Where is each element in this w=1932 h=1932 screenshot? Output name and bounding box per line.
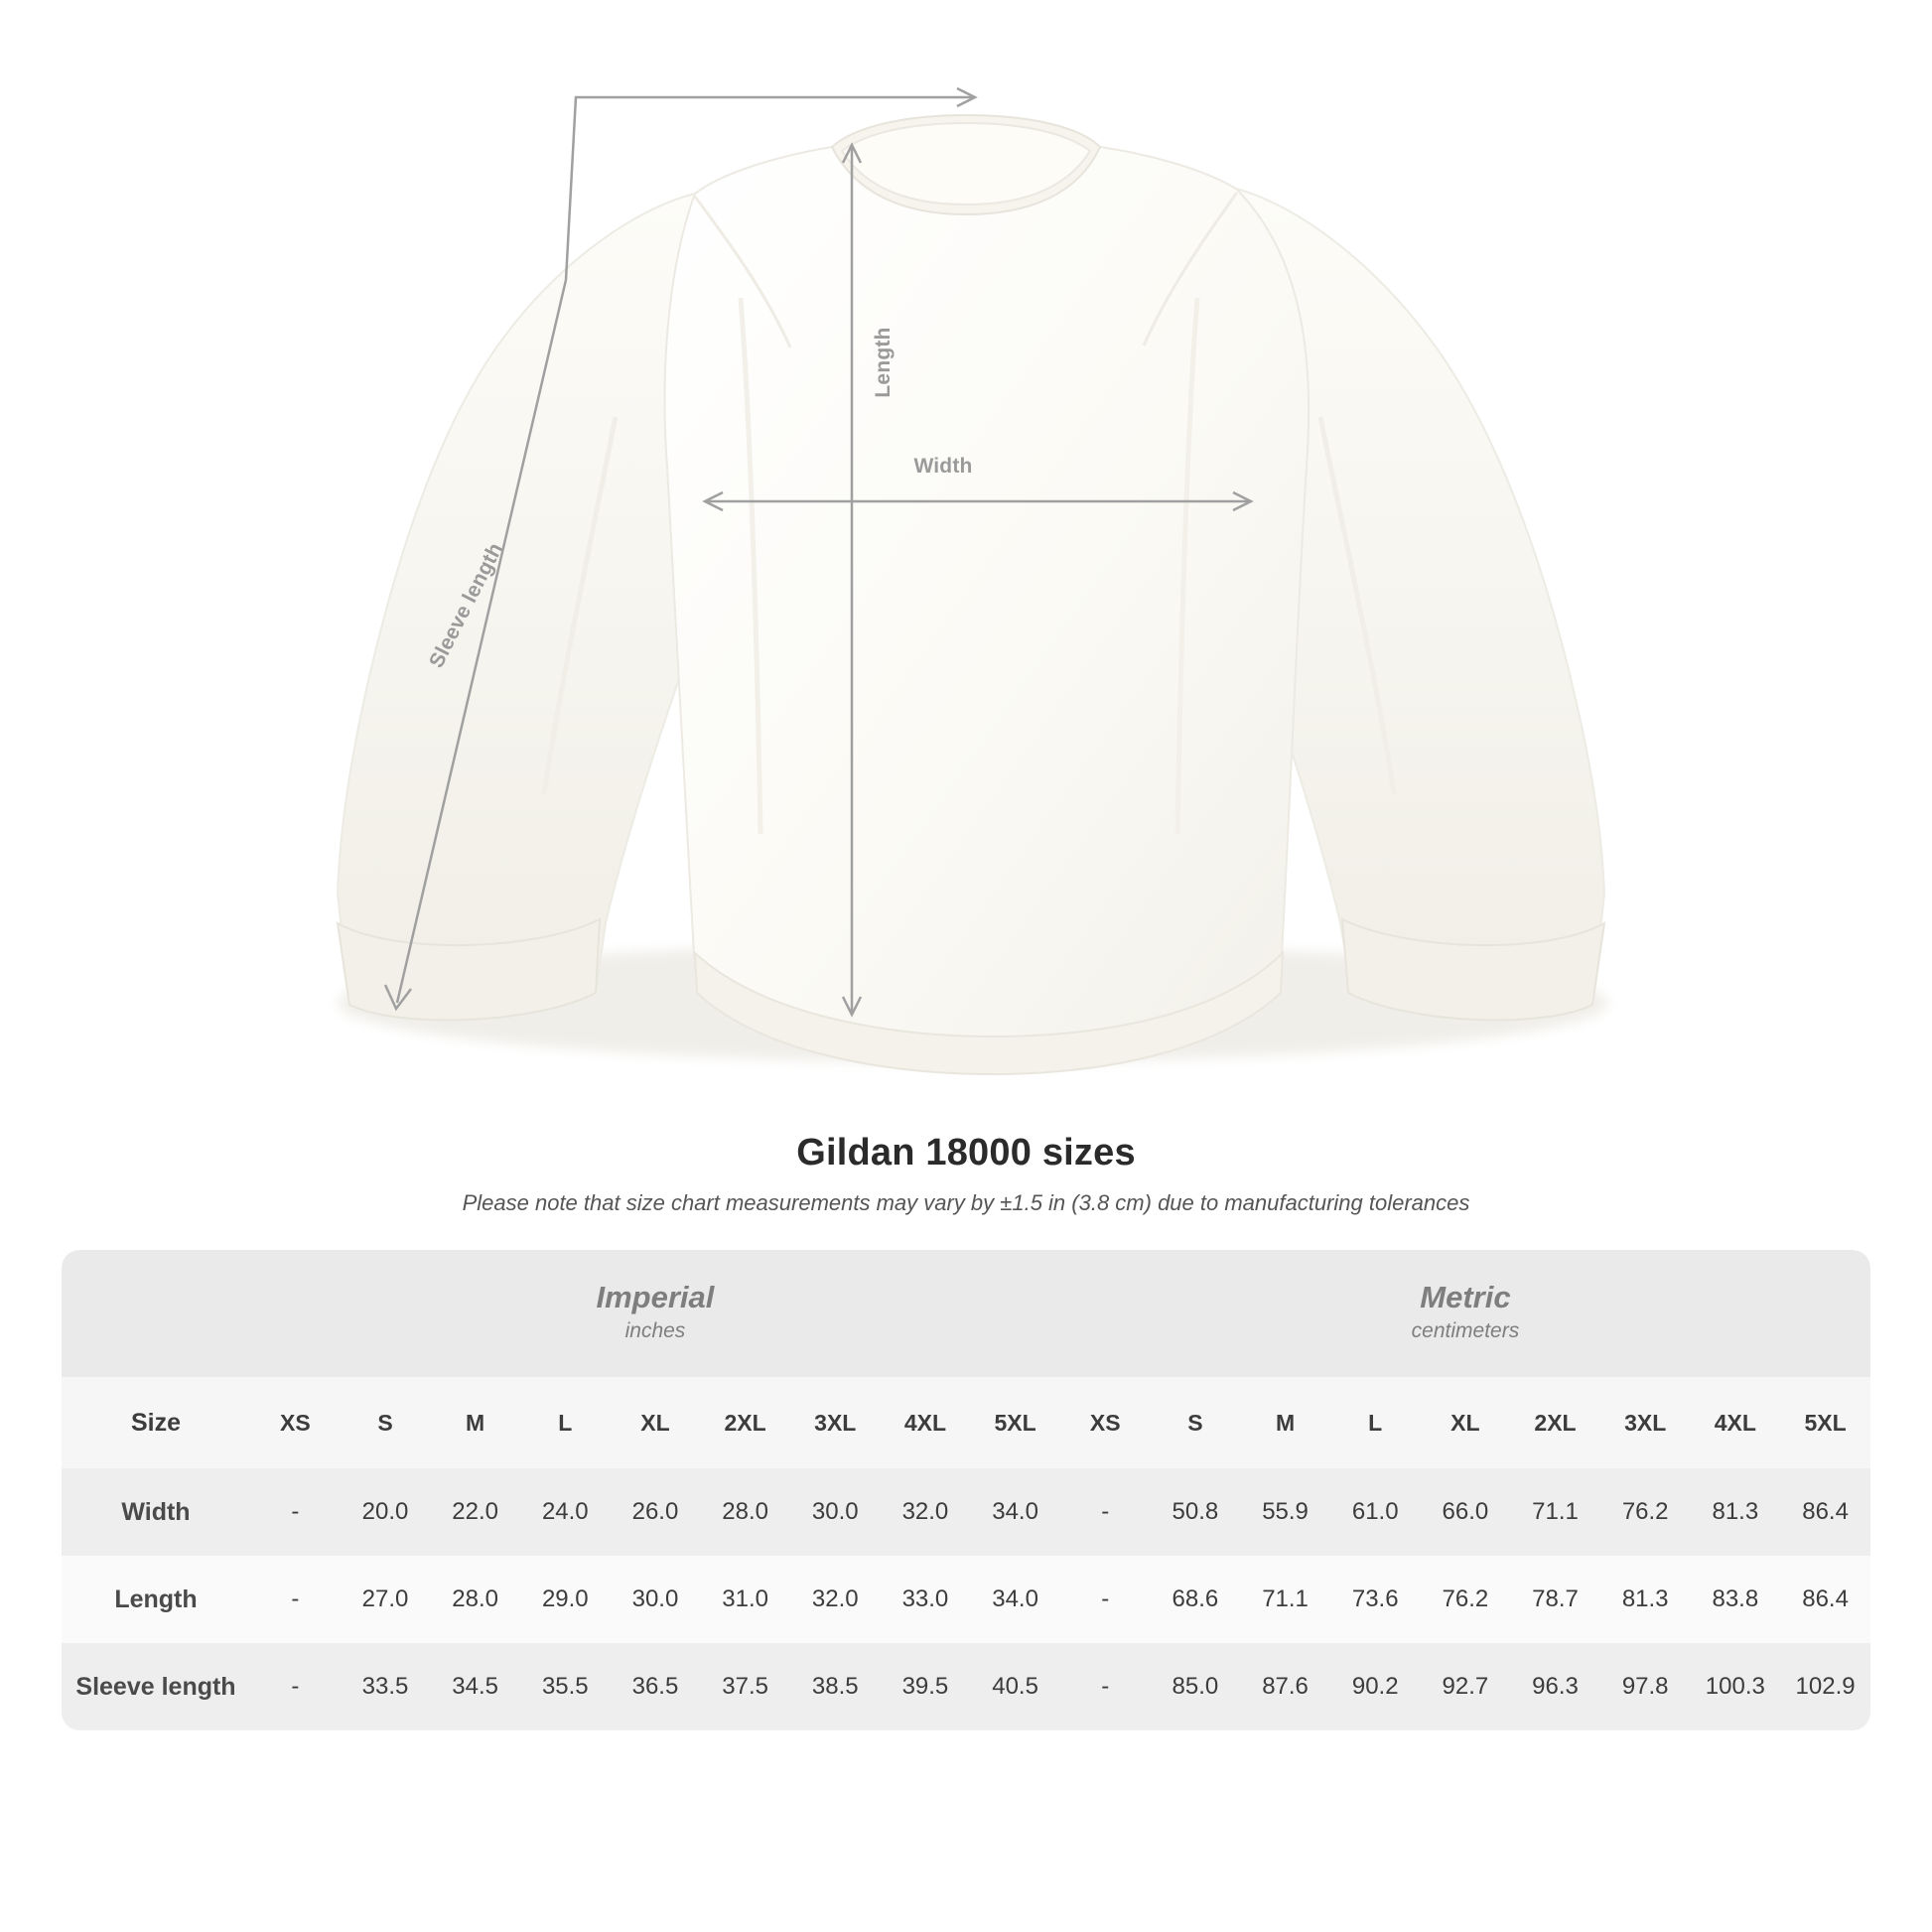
length-imperial-3xl: 32.0 [790,1556,881,1643]
width-metric-xl: 66.0 [1421,1468,1511,1556]
width-imperial-m: 22.0 [430,1468,520,1556]
length-imperial-m: 28.0 [430,1556,520,1643]
length-metric-xl: 76.2 [1421,1556,1511,1643]
sleeve-metric-xl: 92.7 [1421,1643,1511,1730]
header-size-imperial-s: S [341,1377,431,1468]
row-label-width: Width [62,1468,250,1556]
unit-imperial [250,1250,1060,1377]
row-label-sleeve-length: Sleeve length [62,1643,250,1730]
header-size-metric-3xl: 3XL [1600,1377,1691,1468]
length-imperial-xl: 30.0 [611,1556,701,1643]
sleeve-metric-3xl: 97.8 [1600,1643,1691,1730]
header-size-metric-5xl: 5XL [1780,1377,1870,1468]
title-block [0,1132,1932,1216]
width-metric-xs: - [1060,1468,1151,1556]
length-imperial-5xl: 34.0 [970,1556,1060,1643]
sleeve-imperial-m: 34.5 [430,1643,520,1730]
width-imperial-2xl: 28.0 [700,1468,790,1556]
sleeve-metric-5xl: 102.9 [1780,1643,1870,1730]
sleeve-metric-2xl: 96.3 [1510,1643,1600,1730]
sleeve-metric-xs: - [1060,1643,1151,1730]
sleeve-imperial-3xl: 38.5 [790,1643,881,1730]
unit-header-row [62,1250,1870,1377]
width-imperial-xs: - [250,1468,341,1556]
width-metric-2xl: 71.1 [1510,1468,1600,1556]
sleeve-imperial-2xl: 37.5 [700,1643,790,1730]
table-row [62,1556,1870,1643]
header-size-label: Size [62,1377,250,1468]
sleeve-metric-4xl: 100.3 [1691,1643,1781,1730]
sleeve-imperial-5xl: 40.5 [970,1643,1060,1730]
row-label-length: Length [62,1556,250,1643]
sleeve-metric-s: 85.0 [1151,1643,1241,1730]
header-size-imperial-5xl: 5XL [970,1377,1060,1468]
table-row [62,1643,1870,1730]
table-row [62,1468,1870,1556]
header-size-imperial-m: M [430,1377,520,1468]
width-imperial-xl: 26.0 [611,1468,701,1556]
length-metric-xs: - [1060,1556,1151,1643]
header-size-imperial-3xl: 3XL [790,1377,881,1468]
width-imperial-s: 20.0 [341,1468,431,1556]
header-size-imperial-l: L [520,1377,611,1468]
length-metric-3xl: 81.3 [1600,1556,1691,1643]
unit-row-spacer [62,1250,250,1377]
length-metric-5xl: 86.4 [1780,1556,1870,1643]
length-imperial-s: 27.0 [341,1556,431,1643]
width-imperial-l: 24.0 [520,1468,611,1556]
size-table [62,1250,1870,1730]
size-table-wrapper [62,1250,1870,1730]
tolerance-note: Please note that size chart measurements may vary by ±1.5 in (3.8 cm) due to manufacturing tolerances [462,1190,1470,1215]
length-metric-s: 68.6 [1151,1556,1241,1643]
sleeve-imperial-4xl: 39.5 [881,1643,971,1730]
header-size-metric-l: L [1330,1377,1421,1468]
header-size-metric-m: M [1240,1377,1330,1468]
sleeve-imperial-l: 35.5 [520,1643,611,1730]
unit-imperial-name: Imperial [596,1280,715,1315]
header-size-metric-4xl: 4XL [1691,1377,1781,1468]
unit-metric-name: Metric [1420,1280,1511,1315]
header-size-metric-2xl: 2XL [1510,1377,1600,1468]
length-metric-m: 71.1 [1240,1556,1330,1643]
header-size-imperial-xl: XL [611,1377,701,1468]
width-metric-5xl: 86.4 [1780,1468,1870,1556]
unit-metric [1060,1250,1870,1377]
width-metric-m: 55.9 [1240,1468,1330,1556]
width-metric-4xl: 81.3 [1691,1468,1781,1556]
sleeve-metric-m: 87.6 [1240,1643,1330,1730]
length-imperial-l: 29.0 [520,1556,611,1643]
width-metric-3xl: 76.2 [1600,1468,1691,1556]
sleeve-imperial-xs: - [250,1643,341,1730]
length-imperial-4xl: 33.0 [881,1556,971,1643]
sleeve-length-guide-label: Sleeve length [424,539,508,672]
width-imperial-3xl: 30.0 [790,1468,881,1556]
header-size-imperial-4xl: 4XL [881,1377,971,1468]
width-imperial-4xl: 32.0 [881,1468,971,1556]
length-guide-label: Length [872,327,895,398]
unit-metric-sub: centimeters [1411,1319,1520,1343]
length-metric-l: 73.6 [1330,1556,1421,1643]
sleeve-metric-l: 90.2 [1330,1643,1421,1730]
width-guide-label: Width [913,455,973,478]
length-imperial-xs: - [250,1556,341,1643]
header-size-metric-xs: XS [1060,1377,1151,1468]
length-metric-2xl: 78.7 [1510,1556,1600,1643]
length-metric-4xl: 83.8 [1691,1556,1781,1643]
page-title: Gildan 18000 sizes [796,1132,1136,1173]
width-metric-l: 61.0 [1330,1468,1421,1556]
width-imperial-5xl: 34.0 [970,1468,1060,1556]
sleeve-imperial-s: 33.5 [341,1643,431,1730]
unit-imperial-sub: inches [624,1319,686,1343]
length-imperial-2xl: 31.0 [700,1556,790,1643]
header-size-metric-xl: XL [1421,1377,1511,1468]
header-size-imperial-2xl: 2XL [700,1377,790,1468]
width-metric-s: 50.8 [1151,1468,1241,1556]
size-header-row [62,1377,1870,1468]
sleeve-imperial-xl: 36.5 [611,1643,701,1730]
header-size-imperial-xs: XS [250,1377,341,1468]
header-size-metric-s: S [1151,1377,1241,1468]
